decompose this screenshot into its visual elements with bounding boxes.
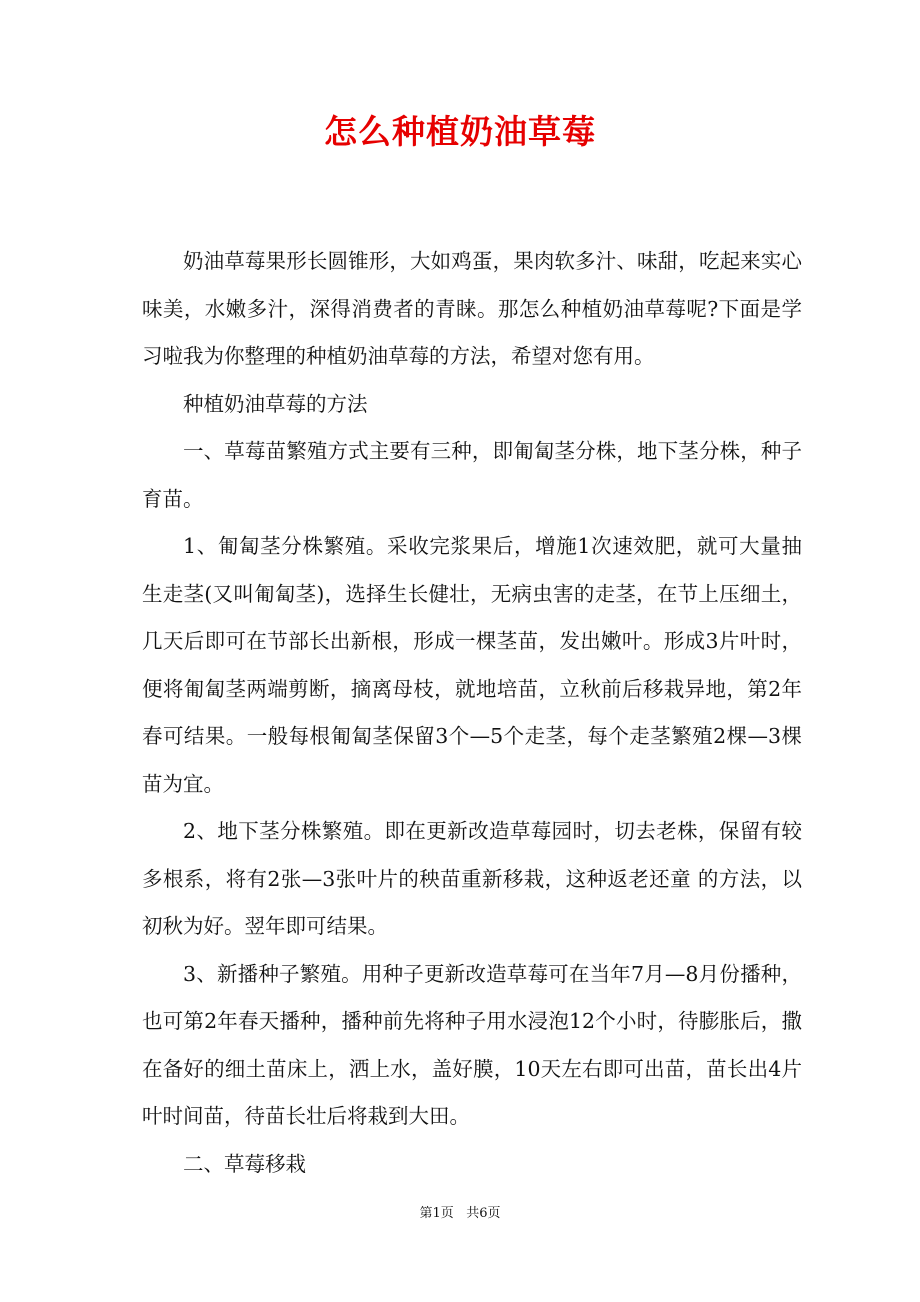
paragraph-section-one: 一、草莓苗繁殖方式主要有三种，即匍匐茎分株，地下茎分株，种子育苗。 — [142, 439, 802, 511]
paragraph-heading-methods: 种植奶油草莓的方法 — [183, 391, 368, 416]
page-number: 第1页 — [419, 1206, 454, 1221]
page-total: 共6页 — [466, 1206, 501, 1221]
paragraph-section-two: 二、草莓移栽 — [183, 1151, 306, 1176]
document-title: 怎么种植奶油草莓 — [324, 112, 596, 151]
paragraph-rhizome-propagation: 2、地下茎分株繁殖。即在更新改造草莓园时，切去老株，保留有较多根系，将有2张—3张叶片的秧苗重新移栽，这种返老还童 的方法，以初秋为好。翌年即可结果。 — [142, 819, 802, 938]
paragraph-intro: 奶油草莓果形长圆锥形，大如鸡蛋，果肉软多汁、味甜，吃起来实心味美，水嫩多汁，深得消费者的青睐。那怎么种植奶油草莓呢?下面是学习啦我为你整理的种植奶油草莓的方法，希望对您有用。 — [142, 249, 802, 368]
page-footer — [0, 1204, 920, 1224]
paragraph-seed-propagation: 3、新播种子繁殖。用种子更新改造草莓可在当年7月—8月份播种，也可第2年春天播种，播种前先将种子用水浸泡12个小时，待膨胀后，撒在备好的细土苗床上，洒上水，盖好膜，10天左右即可出苗，苗长出4片叶时间苗，待苗长壮后将栽到大田。 — [142, 961, 802, 1128]
paragraph-stolon-propagation: 1、匍匐茎分株繁殖。采收完浆果后，增施1次速效肥，就可大量抽生走茎(又叫匍匐茎)，选择生长健壮，无病虫害的走茎，在节上压细土，几天后即可在节部长出新根，形成一棵茎苗，发出嫩叶。形成3片叶时，便将匍匐茎两端剪断，摘离母枝，就地培苗，立秋前后移栽异地，第2年春可结果。一般每根匍匐茎保留3个—5个走茎，每个走茎繁殖2棵—3棵苗为宜。 — [142, 534, 802, 796]
document-body — [142, 238, 802, 1188]
